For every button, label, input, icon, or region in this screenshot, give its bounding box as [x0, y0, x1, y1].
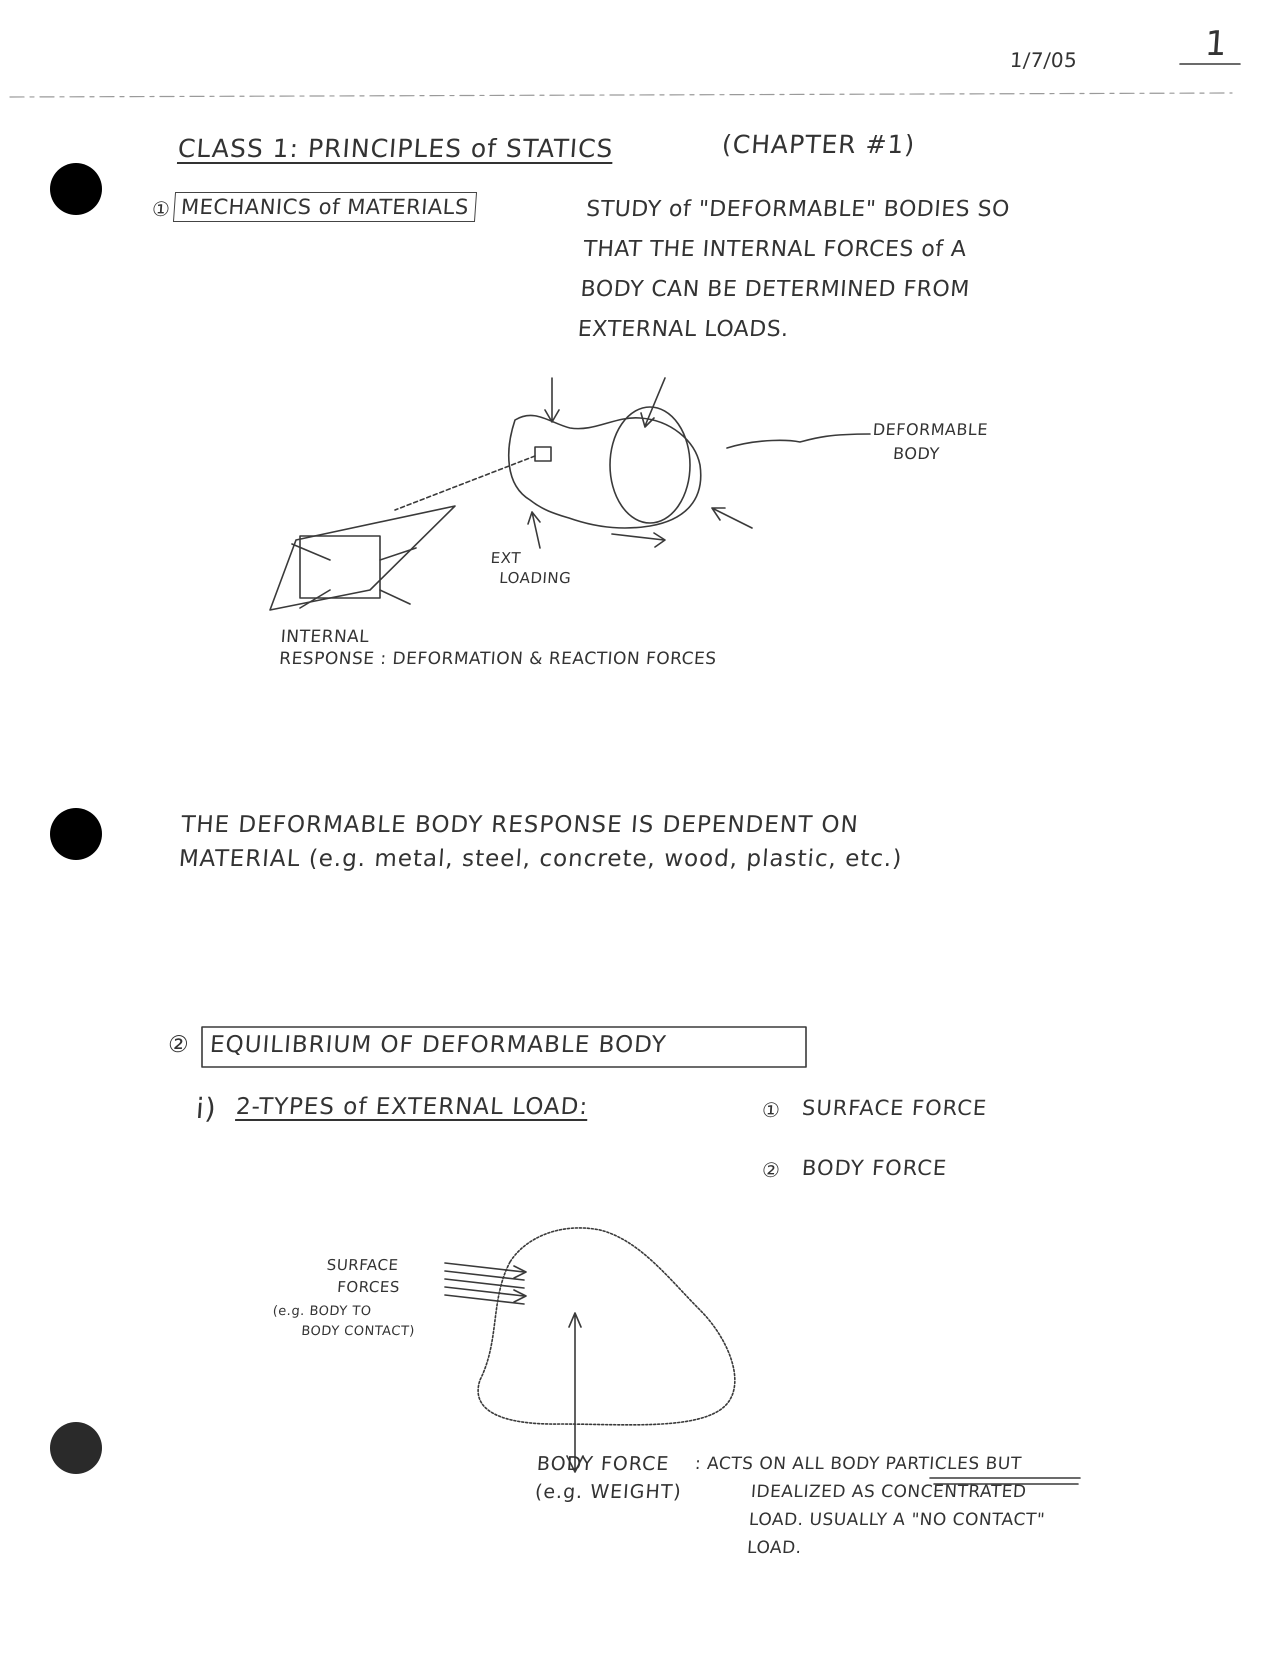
- upper-load-arrow: [641, 378, 665, 427]
- material-element: [535, 447, 551, 461]
- section1-term: MECHANICS of MATERIALS: [173, 192, 477, 222]
- lower-right-arrow: [712, 508, 752, 528]
- response-label-line-1: INTERNAL: [280, 627, 370, 647]
- desc-line-4: LOAD.: [746, 1538, 803, 1558]
- deformable-body-label: [870, 418, 988, 466]
- internal-response-label: [278, 626, 718, 670]
- load-type-2-marker: ②: [761, 1158, 782, 1182]
- loading-label-line-2: LOADING: [498, 569, 572, 587]
- definition-line-2: THAT THE INTERNAL FORCES of A: [582, 237, 968, 262]
- loading-label-line-1: EXT: [490, 549, 522, 567]
- surface-forces-example: [271, 1302, 417, 1342]
- section1-marker: ①: [151, 197, 172, 221]
- definition-line-1: STUDY of "DEFORMABLE" BODIES SO: [585, 197, 1011, 222]
- load-type-1-marker: ①: [761, 1098, 782, 1122]
- response-label-line-2: RESPONSE : DEFORMATION & REACTION FORCES: [278, 649, 718, 669]
- header-date: 1/7/05: [1009, 48, 1079, 72]
- body-force-label: [534, 1450, 685, 1506]
- body-label-line-2: BODY: [892, 444, 941, 463]
- desc-line-1: : ACTS ON ALL BODY PARTICLES BUT: [694, 1454, 1023, 1474]
- load-types-heading: 2-TYPES of EXTERNAL LOAD:: [235, 1094, 590, 1120]
- page-number: 1: [1203, 24, 1230, 64]
- section2-heading: EQUILIBRIUM OF DEFORMABLE BODY: [209, 1032, 668, 1058]
- section2-marker: ②: [167, 1032, 191, 1058]
- note-line-2: MATERIAL (e.g. metal, steel, concrete, wood, plastic, etc.): [177, 846, 904, 872]
- desc-line-2: IDEALIZED AS CONCENTRATED: [750, 1482, 1028, 1502]
- section1-definition: [576, 190, 1011, 350]
- body-force-line-2: (e.g. WEIGHT): [534, 1481, 683, 1503]
- deformed-element-outline: [270, 506, 455, 610]
- surface-forces-label: [324, 1254, 402, 1298]
- definition-line-3: BODY CAN BE DETERMINED FROM: [579, 277, 971, 302]
- ext-loading-label: [489, 548, 574, 588]
- body-leader-line: [727, 434, 870, 448]
- body-force-arrow: [567, 1313, 583, 1472]
- definition-line-4: EXTERNAL LOADS.: [576, 317, 790, 342]
- section-cut-ellipse: [610, 407, 690, 523]
- top-load-arrow: [545, 378, 559, 422]
- ext-loading-arrow: [528, 512, 540, 548]
- example-line-1: (e.g. BODY TO: [272, 1304, 372, 1319]
- body-label-line-1: DEFORMABLE: [872, 420, 989, 439]
- load-type-1-label: SURFACE FORCE: [801, 1096, 988, 1120]
- desc-line-3: LOAD. USUALLY A "NO CONTACT": [748, 1510, 1046, 1530]
- note-line-1: THE DEFORMABLE BODY RESPONSE IS DEPENDENT ON: [180, 812, 860, 838]
- body-force-description: [688, 1450, 1050, 1562]
- body-force-line-1: BODY FORCE: [536, 1453, 671, 1475]
- surface-label-line-2: FORCES: [336, 1278, 401, 1296]
- example-line-2: BODY CONTACT): [300, 1324, 416, 1339]
- chapter-reference: (CHAPTER #1): [720, 130, 917, 159]
- exit-load-arrow: [612, 533, 665, 547]
- body-blob-outline: [478, 1228, 735, 1425]
- surface-label-line-1: SURFACE: [326, 1256, 400, 1274]
- material-dependence-note: [178, 808, 906, 876]
- header-rule: [10, 93, 1232, 97]
- deformed-element-core: [300, 536, 380, 598]
- deformable-body-outline: [509, 415, 701, 528]
- load-type-2-label: BODY FORCE: [801, 1156, 949, 1180]
- item-marker: i): [194, 1092, 218, 1125]
- page-title: CLASS 1: PRINCIPLES of STATICS: [176, 134, 615, 163]
- surface-force-arrows: [445, 1263, 526, 1304]
